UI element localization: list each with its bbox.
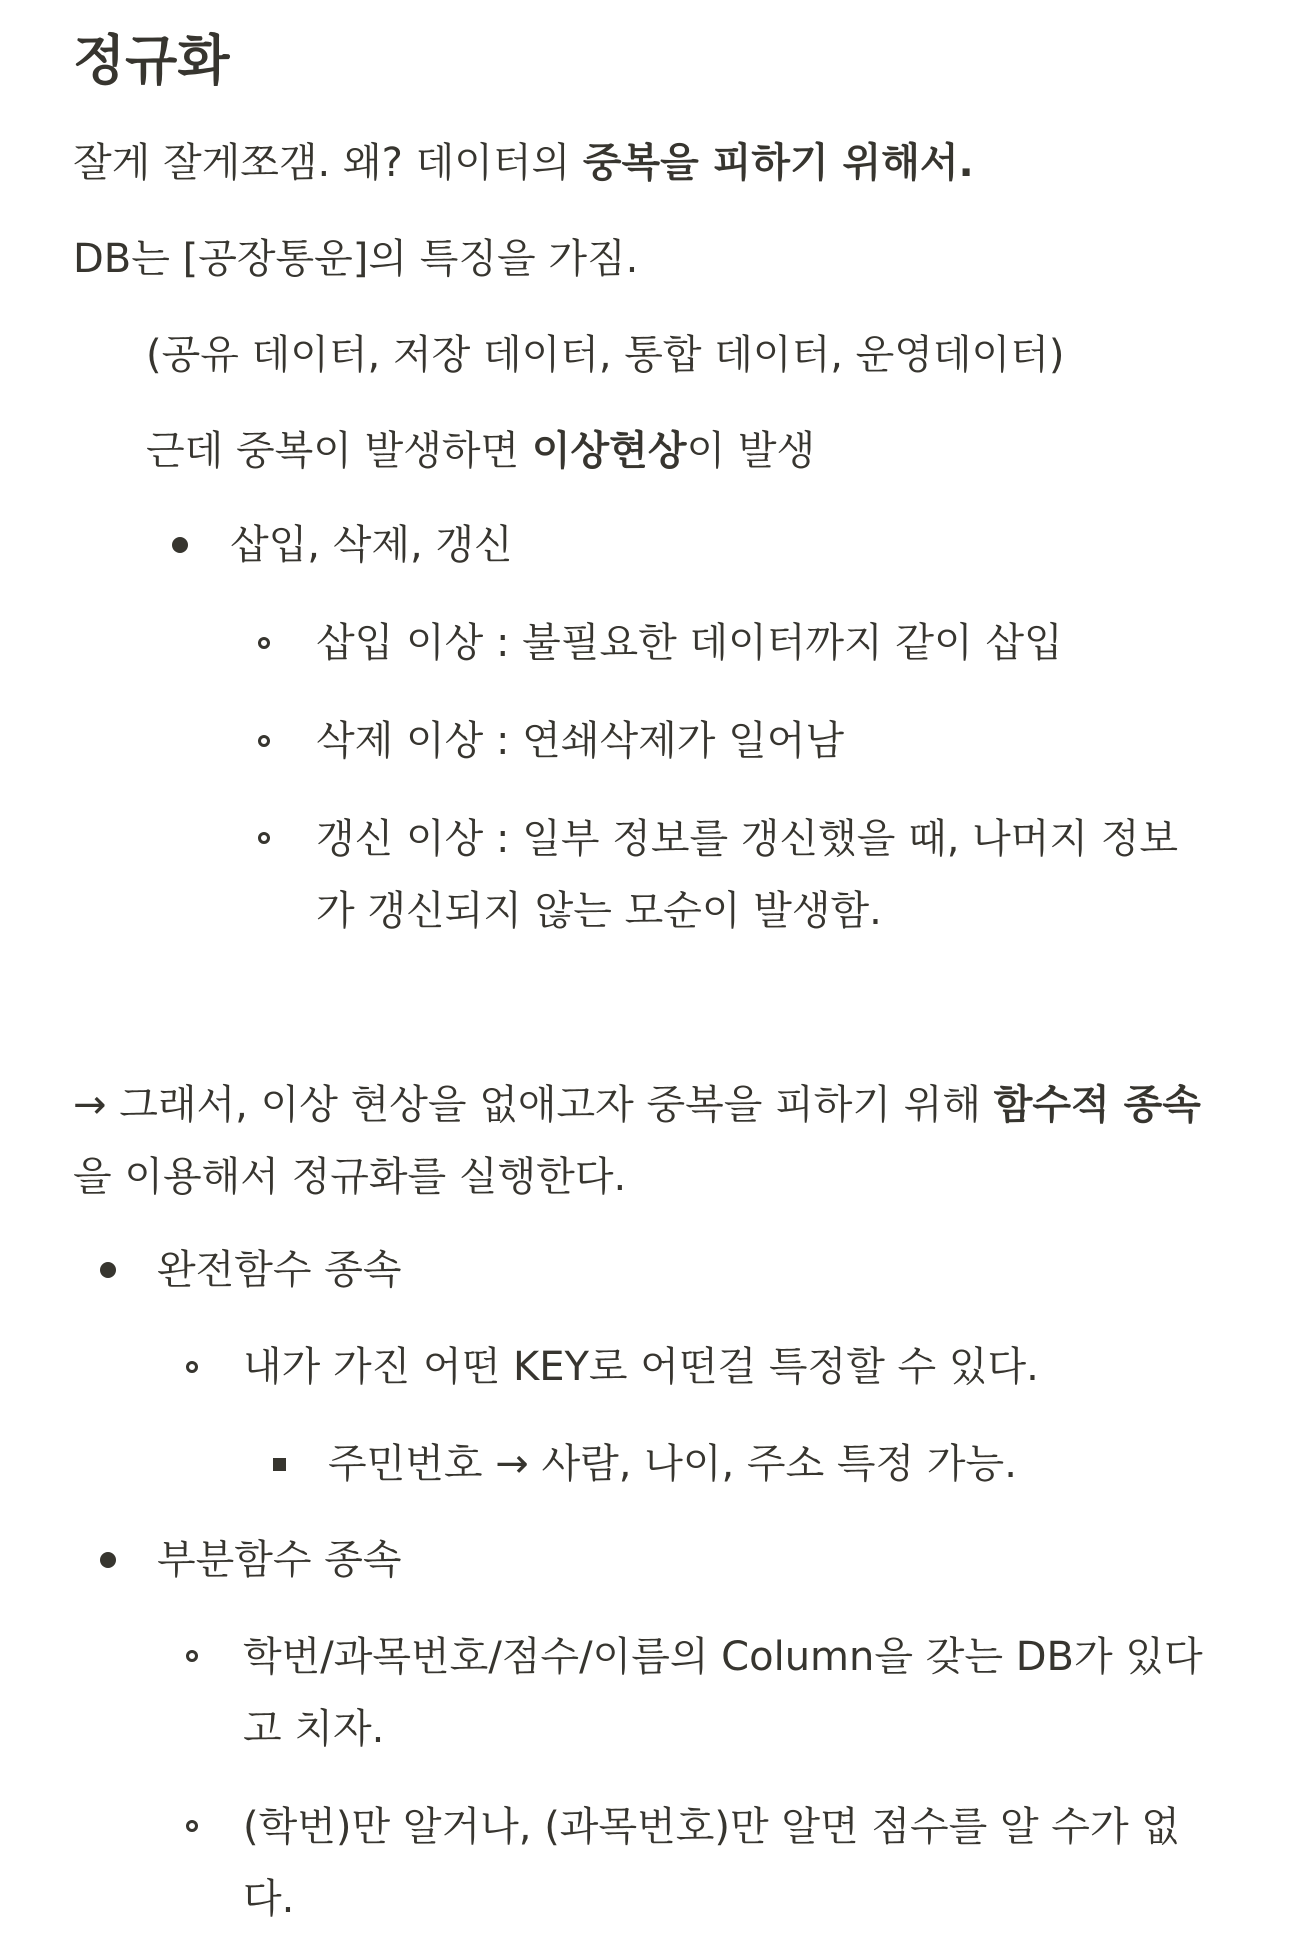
conclusion-text: → 그래서, 이상 현상을 없애고자 중복을 피하기 위해 [73, 1082, 994, 1128]
intro-paragraph [73, 127, 974, 199]
anomaly-emphasis: 이상현상 [531, 428, 687, 474]
anomaly-intro-text: 근데 중복이 발생하면 [146, 428, 532, 474]
full-dependency-example: 주민번호 → 사람, 나이, 주소 특정 가능. [328, 1441, 1017, 1487]
conclusion-suffix: 을 이용해서 정규화를 실행한다. [73, 1154, 627, 1200]
conclusion-paragraph [73, 1069, 1208, 1213]
db-feature-detail: (공유 데이터, 저장 데이터, 통합 데이터, 운영데이터) [146, 332, 1065, 378]
conclusion-emphasis: 함수적 종속 [993, 1082, 1201, 1128]
partial-dependency-item: 부분함수 종속 [157, 1537, 402, 1583]
anomaly-insert-item: 삽입 이상 : 불필요한 데이터까지 같이 삽입 [316, 620, 1063, 666]
bullet-dot-icon [100, 1262, 116, 1278]
bullet-square-icon [273, 1458, 286, 1471]
bullet-circle-icon [186, 1820, 198, 1832]
bullet-dot-icon [172, 537, 188, 553]
partial-dependency-desc: 학번/과목번호/점수/이름의 Column을 갖는 DB가 있다고 치자. [243, 1634, 1203, 1752]
bullet-circle-icon [258, 637, 270, 649]
bullet-dot-icon [100, 1552, 116, 1568]
db-feature-paragraph: DB는 [공장통운]의 특징을 가짐. [73, 236, 639, 282]
full-dependency-item: 완전함수 종속 [157, 1247, 402, 1293]
anomaly-types-item: 삽입, 삭제, 갱신 [230, 522, 513, 568]
anomaly-update-item: 갱신 이상 : 일부 정보를 갱신했을 때, 나머지 정보가 갱신되지 않는 모순이 발생함. [316, 816, 1179, 934]
intro-text: 잘게 잘게쪼갬. 왜? 데이터의 [73, 140, 583, 186]
page-title: 정규화 [73, 29, 230, 92]
anomaly-intro-suffix: 이 발생 [686, 428, 816, 474]
bullet-circle-icon [186, 1361, 198, 1373]
anomaly-delete-item: 삭제 이상 : 연쇄삭제가 일어남 [316, 718, 845, 764]
intro-emphasis: 중복을 피하기 위해서. [582, 140, 974, 186]
bullet-circle-icon [186, 1650, 198, 1662]
bullet-circle-icon [258, 735, 270, 747]
bullet-circle-icon [258, 832, 270, 844]
partial-dependency-example: (학번)만 알거나, (과목번호)만 알면 점수를 알 수가 없다. [243, 1804, 1180, 1922]
anomaly-intro-paragraph [146, 415, 815, 487]
full-dependency-desc: 내가 가진 어떤 KEY로 어떤걸 특정할 수 있다. [243, 1344, 1039, 1390]
